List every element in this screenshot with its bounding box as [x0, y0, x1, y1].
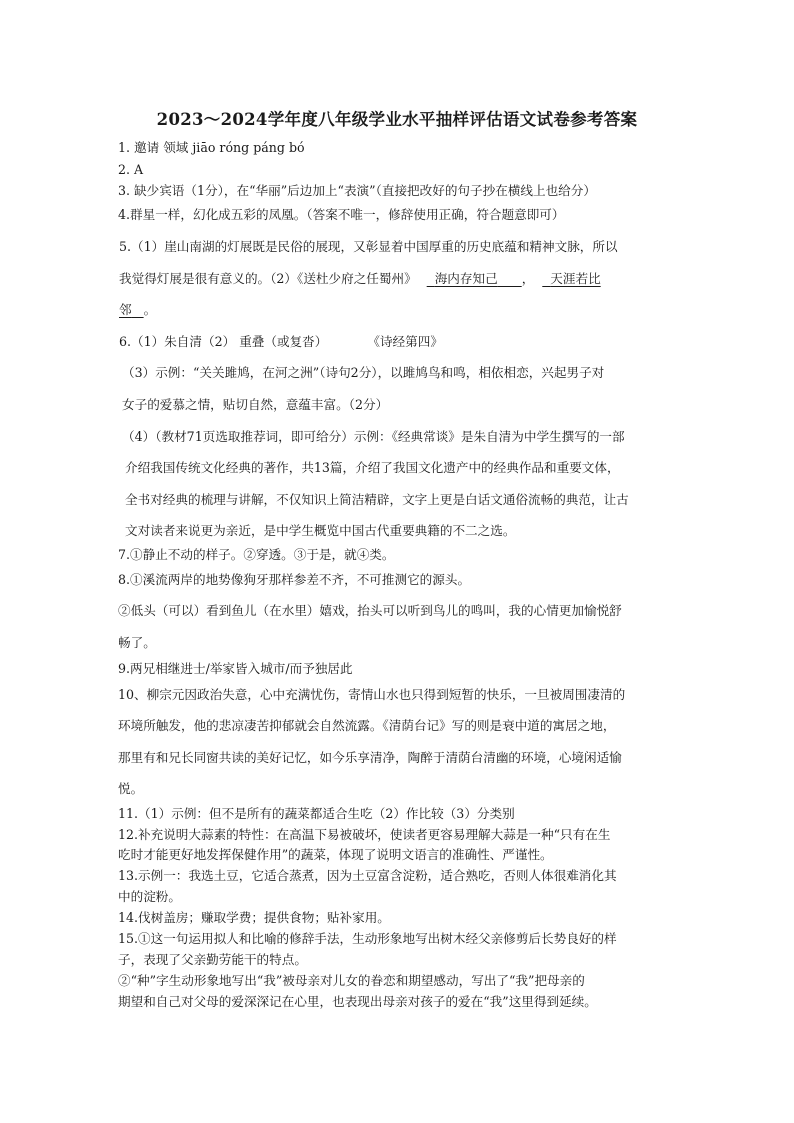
answer-line: 15.①这一句运用拟人和比喻的修辞手法，生动形象地写出树木经父亲修剪后长势良好的样 [118, 931, 617, 946]
fill-blank-text: 海内存知己 [434, 271, 498, 286]
answer-line: 8.①溪流两岸的地势像狗牙那样参差不齐，不可推测它的源头。 [118, 572, 471, 587]
answer-text: 我觉得灯展是很有意义的。（2）《送杜少府之任蜀州》 [119, 271, 417, 286]
fill-blank-answer [427, 271, 522, 286]
fill-blank-text: 邻 [119, 302, 132, 317]
answer-line: 10、柳宗元因政治失意，心中充满忧伤，寄情山水也只得到短暂的快乐，一旦被周围凄清的 [118, 687, 626, 702]
answer-text: 《诗经第四》 [367, 334, 443, 349]
answer-line: 11.（1）示例：但不是所有的蔬菜都适合生吃（2）作比较（3）分类别 [118, 806, 515, 821]
answer-line: 全书对经典的梳理与讲解，不仅知识上简洁精辟，文字上更是白话文通俗流畅的典范，让古 [125, 492, 629, 507]
answer-line [119, 301, 679, 319]
answer-line: （3）示例：“关关雎鸠，在河之洲”（诗句2分），以雎鸠鸟和鸣，相依相恋，兴起男子对 [122, 365, 605, 380]
answer-line: 2. A [118, 162, 144, 177]
document-title: 2023～2024学年度八年级学业水平抽样评估语文试卷参考答案 [156, 110, 638, 129]
answer-line: 文对读者来说更为亲近，是中学生概览中国古代重要典籍的不二之选。 [125, 523, 516, 538]
answer-line: 子，表现了父亲勤劳能干的特点。 [118, 952, 307, 967]
answer-text: 。 [143, 302, 157, 317]
answer-line: 女子的爱慕之情，贴切自然，意蕴丰富。（2分） [122, 397, 389, 412]
answer-line: 5.（1）崖山南湖的灯展既是民俗的展现，又彰显着中国厚重的历史底蕴和精神文脉，所以 [119, 239, 618, 254]
answer-line: 9.两兄相继进士/举家皆入城市/而予独居此 [118, 661, 353, 676]
answer-line: 4.群星一样，幻化成五彩的凤凰。（答案不唯一，修辞使用正确，符合题意即可） [118, 207, 565, 222]
answer-line: 中的淀粉。 [118, 889, 181, 904]
answer-line: 7.①静止不动的样子。②穿透。③于是，就④类。 [118, 547, 395, 562]
fill-blank-text: 天涯若比 [550, 271, 601, 286]
answer-line: 13.示例一：我选土豆，它适合蒸煮，因为土豆富含淀粉，适合熟吃，否则人体很难消化其 [118, 868, 617, 883]
fill-blank-answer [119, 302, 144, 317]
answer-line: 悦。 [118, 781, 144, 796]
answer-line: 12.补充说明大蒜素的特性：在高温下易被破坏，使读者更容易理解大蒜是一种“只有在生 [118, 827, 611, 842]
answer-line: ②低头（可以）看到鱼儿（在水里）嬉戏，抬头可以听到鸟儿的鸣叫，我的心情更加愉悦舒 [118, 603, 622, 618]
answer-line: 畅了。 [118, 635, 156, 650]
answer-line [119, 333, 679, 351]
answer-line: 1. 邀请 领域 jiāo róng páng bó [118, 140, 305, 155]
answer-text: 6.（1）朱自清（2） 重叠（或复沓） [119, 334, 328, 349]
answer-line: 那里有和兄长同窗共读的美好记忆，如今乐享清净，陶醉于清荫台清幽的环境，心境闲适愉 [118, 750, 622, 765]
answer-line: 环境所触发，他的悲凉凄苦抑郁就会自然流露。《清荫台记》写的则是衰中道的寓居之地， [118, 718, 616, 733]
answer-line: 14.伐树盖房；赚取学费；提供食物；贴补家用。 [118, 910, 390, 925]
answer-line [119, 270, 679, 288]
answer-line: （4）（教材71页选取推荐词，即可给分）示例：《经典常谈》是朱自清为中学生撰写的一部 [122, 429, 625, 444]
answer-line: ②“种”字生动形象地写出“我”被母亲对儿女的眷恋和期望感动，写出了“我”把母亲的 [118, 973, 585, 988]
answer-line: 3. 缺少宾语（1分），在“华丽”后边加上“表演”（直接把改好的句子抄在横线上也给分） [118, 183, 596, 198]
answer-line: 期望和自己对父母的爱深深记在心里，也表现出母亲对孩子的爱在“我”这里得到延续。 [118, 994, 597, 1009]
fill-blank-answer [542, 271, 600, 286]
answer-line: 吃时才能更好地发挥保健作用”的蔬菜，体现了说明文语言的准确性、严谨性。 [118, 847, 553, 862]
answer-text: ， [521, 271, 535, 286]
answer-line: 介绍我国传统文化经典的著作，共13篇，介绍了我国文化遗产中的经典作品和重要文体， [125, 460, 620, 475]
